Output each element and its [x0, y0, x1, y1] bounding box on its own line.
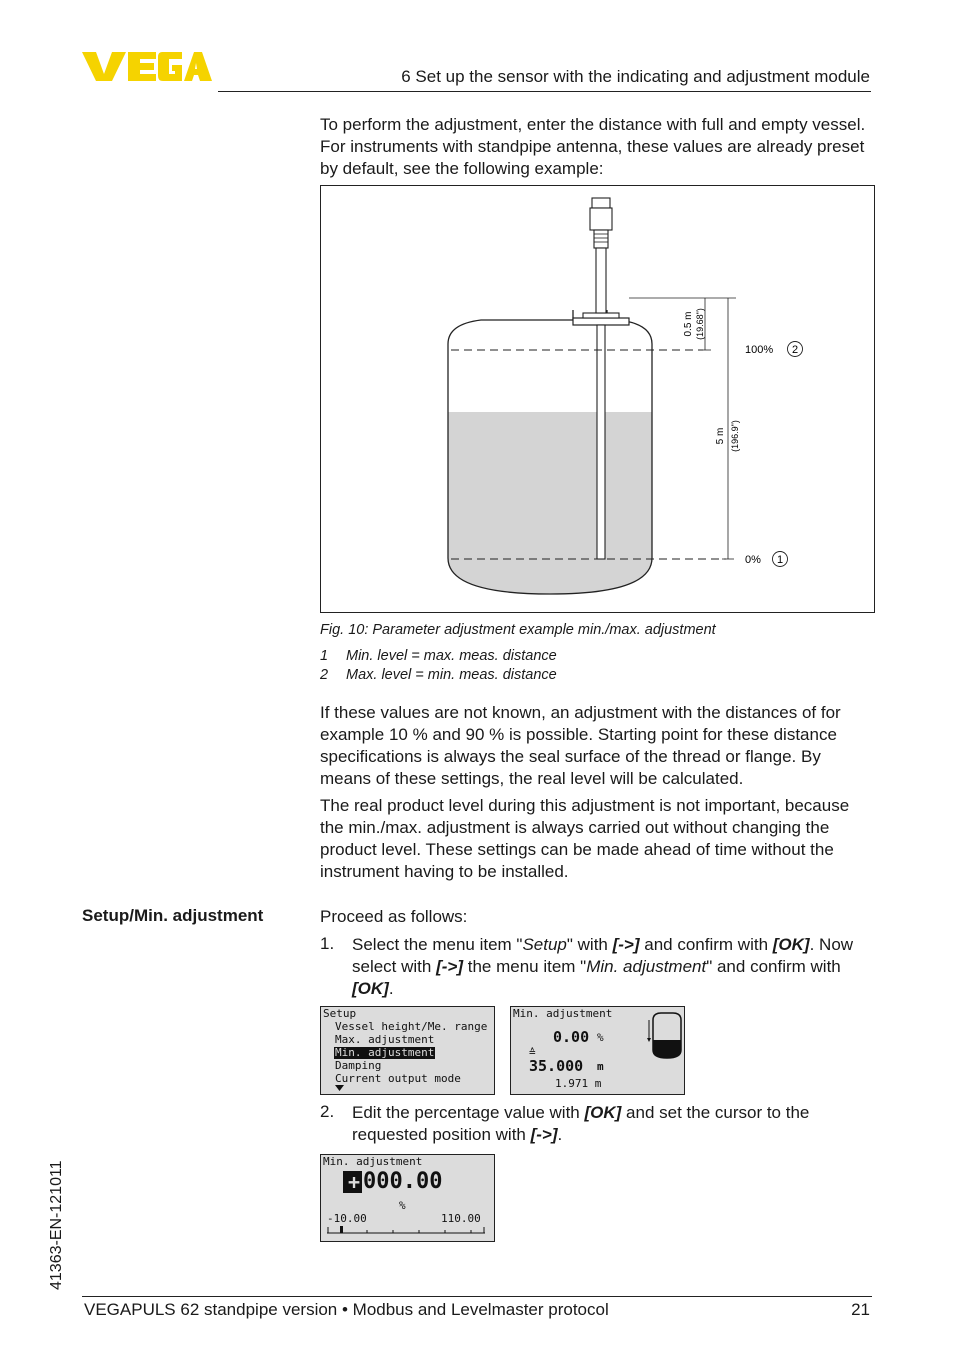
sensor-head — [592, 198, 610, 208]
label-0-percent: 0% — [745, 554, 761, 566]
legend-text: Max. level = min. meas. distance — [346, 667, 557, 683]
scroll-down-icon — [335, 1085, 344, 1092]
edit-unit: % — [399, 1199, 406, 1212]
menu-item: Max. adjustment — [335, 1033, 435, 1046]
dim-main-imperial: (196.9") — [730, 420, 740, 452]
percent-value: 0.00 — [553, 1028, 590, 1046]
distance-unit: m — [597, 1060, 604, 1073]
lcd-title: Setup — [323, 1007, 357, 1020]
page-number: 21 — [851, 1300, 870, 1319]
paragraph-product-level: The real product level during this adjustment is not important, because the min./max. adjustment is always carried out without changing the product level. These settings can be made ahead of time without the instrument having to be installed. — [320, 796, 850, 881]
marker-2: 2 — [791, 344, 799, 356]
step-number: 1. — [320, 934, 335, 953]
figure-caption: Fig. 10: Parameter adjustment example min./max. adjustment — [320, 622, 716, 638]
range-max: 110.00 — [441, 1212, 481, 1225]
dim-top-label: 0.5 m — [683, 311, 694, 337]
step-number: 2. — [320, 1102, 335, 1121]
legend-item — [320, 648, 557, 664]
footer-divider — [82, 1296, 872, 1297]
label-100-percent: 100% — [745, 344, 774, 356]
vessel-diagram — [321, 186, 874, 612]
equivalent-icon: ≙ — [529, 1046, 536, 1059]
legend-text: Min. level = max. meas. distance — [346, 648, 557, 664]
document-code: 41363-EN-121011 — [48, 1160, 65, 1290]
footer-product: VEGAPULS 62 standpipe version • Modbus and Levelmaster protocol — [84, 1300, 609, 1319]
vega-logo — [80, 48, 212, 84]
menu-item-selected: Min. adjustment — [335, 1046, 435, 1059]
menu-item: Current output mode — [335, 1072, 461, 1085]
distance-value: 35.000 — [529, 1057, 584, 1075]
menu-item: Damping — [335, 1059, 382, 1072]
legend-number: 1 — [320, 648, 329, 664]
edit-value: 000.00 — [363, 1169, 443, 1194]
section-title: 6 Set up the sensor with the indicating and adjustment module — [401, 67, 870, 86]
range-scale — [327, 1225, 487, 1235]
header-divider — [218, 91, 871, 92]
legend-number: 2 — [320, 667, 329, 683]
lcd-title: Min. adjustment — [513, 1007, 613, 1020]
adjustment-figure — [320, 185, 875, 613]
margin-heading: Setup/Min. adjustment — [82, 906, 264, 925]
lcd-edit-min-adjustment — [320, 1154, 495, 1242]
marker-1: 1 — [776, 554, 784, 566]
vessel-icon — [647, 1010, 685, 1062]
intro-paragraph: To perform the adjustment, enter the distance with full and empty vessel. For instruments with standpipe antenna, these values are already preset by default, see the following example: — [320, 115, 866, 178]
dim-top-imperial: (19.68") — [695, 308, 705, 340]
menu-item: Vessel height/Me. range — [335, 1020, 488, 1033]
paragraph-distances: If these values are not known, an adjustment with the distances of for example 10 % and 90 % is possible. Starting point for these distance specifications is always the seal surface of the thread or flange. By means of these settings, the real level will be calculated. — [320, 703, 841, 788]
measured-distance: 1.971 m — [555, 1077, 602, 1090]
proceed-text: Proceed as follows: — [320, 907, 468, 926]
legend-item — [320, 667, 557, 683]
dim-main-label: 5 m — [715, 427, 726, 445]
percent-unit: % — [597, 1031, 604, 1044]
lcd-setup-menu — [320, 1006, 495, 1095]
flange — [573, 318, 629, 325]
range-min: -10.00 — [327, 1212, 367, 1225]
lcd-min-adjustment — [510, 1006, 685, 1095]
step-2-text: Edit the percentage value with [OK] and set the cursor to the requested position with [->]. — [352, 1103, 810, 1144]
standpipe — [597, 325, 605, 559]
step-1-text: Select the menu item "Setup" with [->] and confirm with [OK]. Now select with [->] the menu item "Min. adjustment" and confirm with [OK]. — [352, 935, 854, 998]
product-fill — [448, 412, 652, 594]
cursor-plus-icon: + — [348, 1170, 361, 1194]
lcd-title: Min. adjustment — [323, 1155, 423, 1168]
